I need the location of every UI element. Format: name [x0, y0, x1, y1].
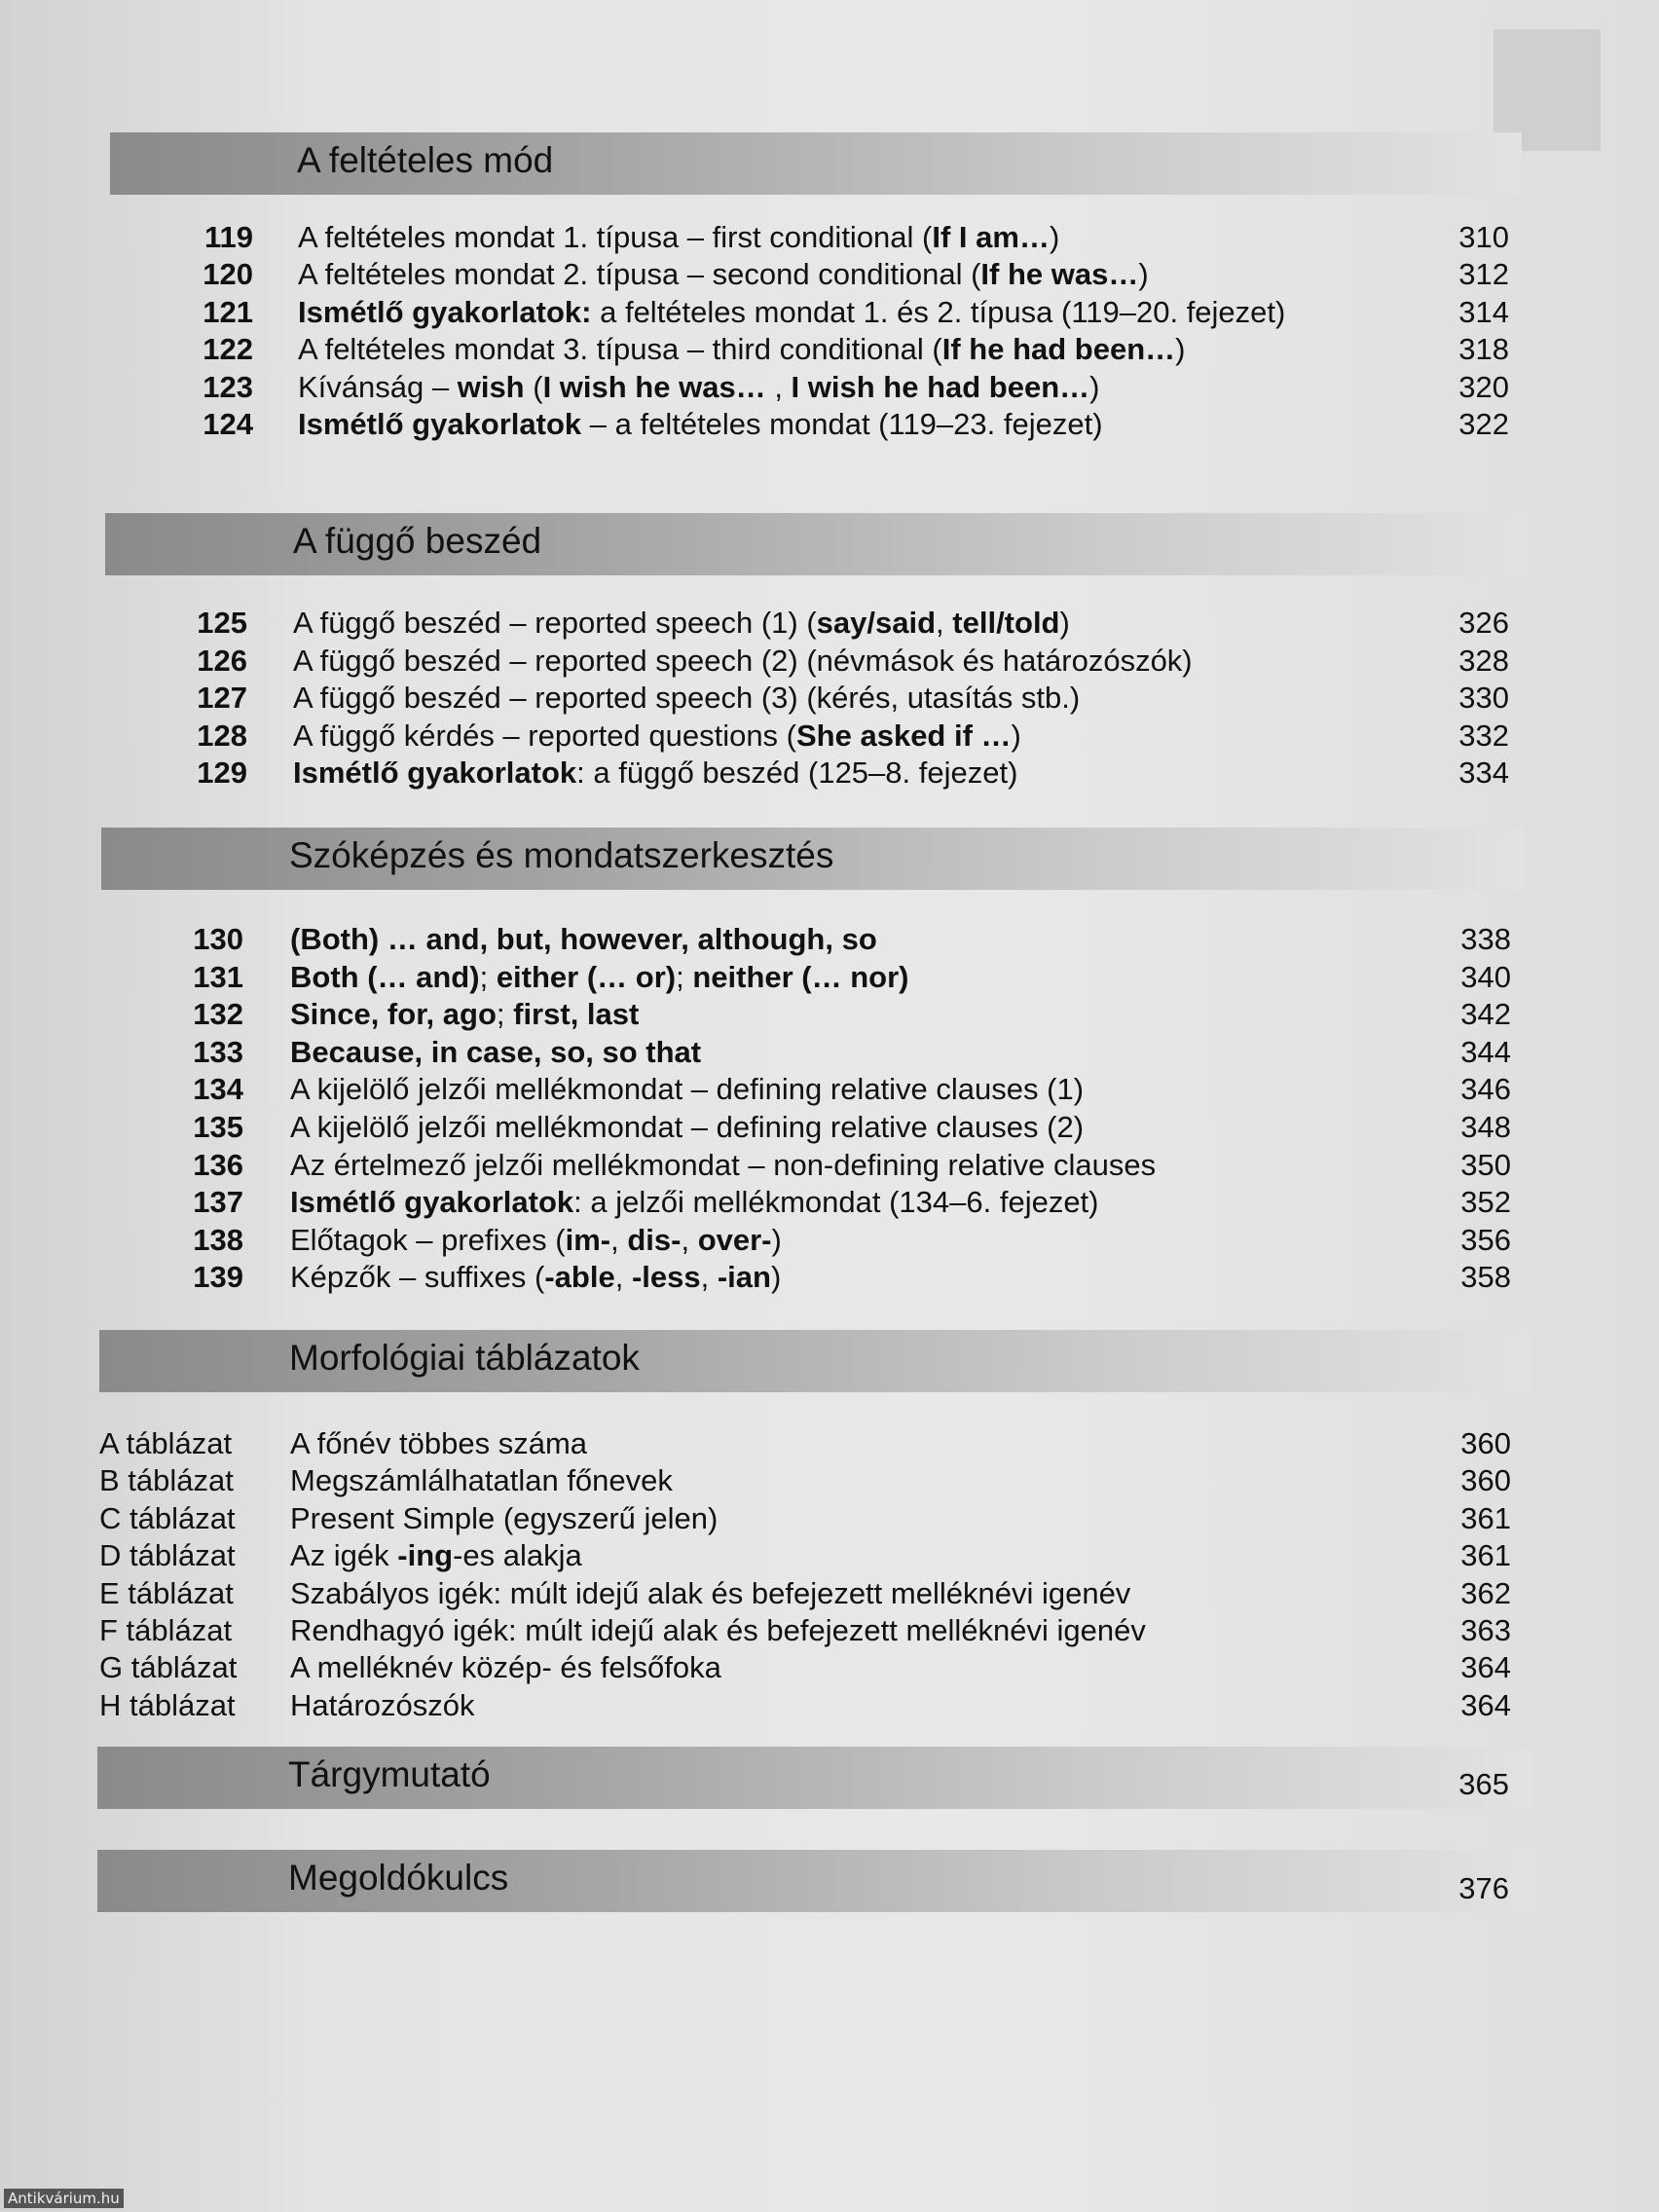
table-label: H táblázat: [99, 1688, 236, 1722]
chapter-title: [290, 1223, 782, 1258]
title-segment: -es alakja: [453, 1538, 582, 1572]
table-label: C táblázat: [99, 1501, 236, 1535]
title-bold-segment: I wish he was…: [542, 370, 775, 404]
title-segment: ,: [614, 1260, 632, 1294]
table-label: A táblázat: [99, 1426, 233, 1460]
table-label: F táblázat: [99, 1613, 233, 1647]
title-segment: : a függő beszéd (125–8. fejezet): [576, 756, 1018, 790]
page-number: 318: [1458, 332, 1509, 366]
chapter-title: [298, 220, 1059, 255]
table-label: E táblázat: [99, 1576, 234, 1610]
title-segment: ): [1011, 719, 1021, 753]
page-number: 365: [1458, 1767, 1509, 1801]
section-title: Morfológiai táblázatok: [289, 1338, 640, 1378]
title-segment: a feltételes mondat 1. és 2. típusa (119–20. fejezet): [591, 295, 1286, 329]
chapter-number: 124: [203, 407, 253, 441]
chapter-title: [290, 1426, 587, 1461]
chapter-title: [293, 756, 1017, 791]
toc-entry: [0, 719, 1659, 754]
page-number: 364: [1460, 1688, 1511, 1722]
title-bold-segment: Since, for, ago: [290, 997, 497, 1031]
title-bold-segment: Because, in case, so, so that: [290, 1035, 702, 1069]
chapter-number: 137: [193, 1185, 243, 1219]
chapter-number: 126: [197, 644, 247, 678]
chapter-number: 121: [203, 295, 253, 329]
page-number: 350: [1460, 1148, 1511, 1182]
chapter-number: 134: [193, 1072, 243, 1106]
section-header-conditional: [110, 132, 1522, 195]
section-title: A feltételes mód: [297, 140, 554, 180]
page-number: 328: [1458, 644, 1509, 678]
title-segment: A függő beszéd – reported speech (2) (névmások és határozószók): [293, 644, 1193, 678]
table-label: B táblázat: [99, 1463, 234, 1497]
title-bold-segment: Ismétlő gyakorlatok: [293, 756, 577, 790]
toc-entry: [0, 407, 1659, 442]
section-header-answer-key: [97, 1850, 1536, 1912]
title-segment: Az igék: [290, 1538, 398, 1572]
section-header-morphology-tables: [99, 1330, 1530, 1392]
page-number: 360: [1460, 1463, 1511, 1497]
title-segment: A kijelölő jelzői mellékmondat – defining relative clauses (1): [290, 1072, 1085, 1106]
chapter-title: [293, 606, 1070, 641]
toc-entry: [0, 1223, 1659, 1258]
title-segment: Határozószók: [290, 1688, 475, 1722]
page-number: 363: [1460, 1613, 1511, 1647]
page-number: 364: [1460, 1650, 1511, 1684]
title-bold-segment: I wish he had been…: [791, 370, 1090, 404]
chapter-title: [298, 257, 1149, 292]
title-segment: A főnév többes száma: [290, 1426, 588, 1460]
title-segment: ,: [681, 1223, 698, 1257]
chapter-number: 120: [203, 257, 253, 291]
toc-entry: [0, 257, 1659, 292]
chapter-title: [298, 407, 1103, 442]
section-title: Megoldókulcs: [288, 1858, 509, 1898]
toc-entry: [0, 1501, 1659, 1536]
chapter-number: 123: [203, 370, 253, 404]
chapter-number: 131: [193, 960, 243, 994]
title-segment: A feltételes mondat 2. típusa – second conditional (: [298, 257, 981, 291]
title-bold-segment: She asked if …: [796, 719, 1012, 753]
title-segment: ,: [936, 606, 953, 640]
title-segment: Megszámlálhatatlan főnevek: [290, 1463, 673, 1497]
title-bold-segment: If he was…: [980, 257, 1139, 291]
page-number: 361: [1460, 1501, 1511, 1535]
chapter-number: 132: [193, 997, 243, 1031]
title-bold-segment: either (… or): [496, 960, 677, 994]
page-number: 334: [1458, 756, 1509, 790]
toc-entry: [0, 1613, 1659, 1648]
page-number: 342: [1460, 997, 1511, 1031]
title-segment: Képzők – suffixes (: [290, 1260, 545, 1294]
section-title: Szóképzés és mondatszerkesztés: [289, 835, 834, 875]
toc-entry: [0, 1538, 1659, 1573]
section-title: A függő beszéd: [293, 521, 542, 561]
title-segment: Present Simple (egyszerű jelen): [290, 1501, 719, 1535]
title-segment: Rendhagyó igék: múlt idejű alak és befejezett melléknévi igenév: [290, 1613, 1146, 1647]
chapter-title: [290, 1576, 1130, 1611]
page-number: 356: [1460, 1223, 1511, 1257]
title-segment: ): [1059, 606, 1070, 640]
toc-entry: [0, 370, 1659, 405]
chapter-number: 122: [203, 332, 253, 366]
page-number: 340: [1460, 960, 1511, 994]
title-bold-segment: If he had been…: [941, 332, 1176, 366]
title-segment: A feltételes mondat 1. típusa – first conditional (: [298, 220, 933, 254]
toc-entry: [0, 1035, 1659, 1070]
title-segment: Kívánság –: [298, 370, 458, 404]
chapter-title: [290, 1035, 701, 1070]
page-number: 346: [1460, 1072, 1511, 1106]
page-number: 362: [1460, 1576, 1511, 1610]
chapter-title: [290, 997, 639, 1032]
title-segment: A feltételes mondat 3. típusa – third conditional (: [298, 332, 942, 366]
title-segment: : a jelzői mellékmondat (134–6. fejezet): [573, 1185, 1099, 1219]
title-bold-segment: -ian: [717, 1260, 771, 1294]
page-number: 312: [1458, 257, 1509, 291]
title-segment: ): [1089, 370, 1100, 404]
page-number: 358: [1460, 1260, 1511, 1294]
chapter-title: [290, 1110, 1084, 1145]
title-segment: A függő beszéd – reported speech (1) (: [293, 606, 817, 640]
page-number: 310: [1458, 220, 1509, 254]
title-segment: ;: [676, 960, 693, 994]
title-bold-segment: say/said: [816, 606, 937, 640]
section-header-reported-speech: [105, 513, 1527, 575]
chapter-title: [290, 922, 877, 957]
toc-entry: [0, 1688, 1659, 1723]
chapter-number: 128: [197, 719, 247, 753]
chapter-number: 129: [197, 756, 247, 790]
chapter-title: [293, 681, 1080, 716]
toc-entry: [0, 1576, 1659, 1611]
watermark: Antikvárium.hu: [4, 2189, 124, 2208]
title-bold-segment: neither (… nor): [692, 960, 909, 994]
toc-entry: [0, 1463, 1659, 1498]
toc-entry: [0, 1110, 1659, 1145]
title-bold-segment: tell/told: [952, 606, 1060, 640]
page-number: 322: [1458, 407, 1509, 441]
title-segment: A függő kérdés – reported questions (: [293, 719, 796, 753]
title-bold-segment: over-: [697, 1223, 772, 1257]
toc-entry: [0, 220, 1659, 255]
chapter-number: 125: [197, 606, 247, 640]
page-number: 320: [1458, 370, 1509, 404]
page-number: 314: [1458, 295, 1509, 329]
title-bold-segment: first, last: [513, 997, 640, 1031]
page-number: 376: [1458, 1871, 1509, 1905]
toc-entry: [0, 1650, 1659, 1685]
toc-entry: [0, 756, 1659, 791]
toc-entry: [0, 922, 1659, 957]
section-header-word-formation: [101, 828, 1525, 890]
title-segment: ): [1138, 257, 1149, 291]
title-bold-segment: -able: [544, 1260, 615, 1294]
title-segment: ): [1049, 220, 1060, 254]
title-segment: A kijelölő jelzői mellékmondat – defining relative clauses (2): [290, 1110, 1085, 1144]
title-segment: (: [524, 370, 543, 404]
chapter-title: [293, 719, 1021, 754]
table-label: D táblázat: [99, 1538, 236, 1572]
title-segment: Az értelmező jelzői mellékmondat – non-defining relative clauses: [290, 1148, 1157, 1182]
chapter-title: [290, 1185, 1099, 1220]
chapter-title: [290, 1501, 718, 1536]
title-segment: ): [770, 1260, 782, 1294]
chapter-title: [290, 960, 909, 995]
title-segment: – a feltételes mondat (119–23. fejezet): [581, 407, 1103, 441]
toc-entry: [0, 1072, 1659, 1107]
page-number: 348: [1460, 1110, 1511, 1144]
title-bold-segment: If I am…: [932, 220, 1050, 254]
toc-entry: [0, 681, 1659, 716]
title-segment: ): [771, 1223, 782, 1257]
toc-entry: [0, 1148, 1659, 1183]
title-segment: Szabályos igék: múlt idejű alak és befejezett melléknévi igenév: [290, 1576, 1131, 1610]
title-bold-segment: wish: [457, 370, 525, 404]
page-number: 326: [1458, 606, 1509, 640]
toc-entry: [0, 1260, 1659, 1295]
page-number: 332: [1458, 719, 1509, 753]
chapter-title: [290, 1688, 475, 1723]
toc-entry: [0, 606, 1659, 641]
chapter-number: 135: [193, 1110, 243, 1144]
chapter-title: [290, 1463, 673, 1498]
title-segment: A függő beszéd – reported speech (3) (kérés, utasítás stb.): [293, 681, 1081, 715]
toc-entry: [0, 644, 1659, 679]
chapter-title: [298, 295, 1285, 330]
title-bold-segment: Ismétlő gyakorlatok:: [298, 295, 592, 329]
toc-entry: [0, 1426, 1659, 1461]
table-label: G táblázat: [99, 1650, 238, 1684]
toc-entry: [0, 332, 1659, 367]
page-number: 330: [1458, 681, 1509, 715]
toc-entry: [0, 960, 1659, 995]
chapter-number: 133: [193, 1035, 243, 1069]
title-segment: ): [1175, 332, 1186, 366]
chapter-title: [298, 370, 1099, 405]
toc-entry: [0, 1185, 1659, 1220]
toc-entry: [0, 295, 1659, 330]
title-segment: ;: [479, 960, 497, 994]
chapter-title: [290, 1613, 1146, 1648]
chapter-number: 130: [193, 922, 243, 956]
title-bold-segment: Both (… and): [290, 960, 480, 994]
title-segment: A melléknév közép- és felsőfoka: [290, 1650, 721, 1684]
section-title: Tárgymutató: [288, 1754, 491, 1794]
title-bold-segment: -less: [631, 1260, 701, 1294]
title-bold-segment: (Both) … and, but, however, although, so: [290, 922, 877, 956]
chapter-title: [290, 1260, 781, 1295]
chapter-title: [290, 1072, 1084, 1107]
section-header-index: [97, 1747, 1533, 1809]
chapter-title: [290, 1148, 1156, 1183]
page-number: 361: [1460, 1538, 1511, 1572]
title-bold-segment: Ismétlő gyakorlatok: [298, 407, 582, 441]
page-number: 344: [1460, 1035, 1511, 1069]
chapter-number: 136: [193, 1148, 243, 1182]
page-number: 352: [1460, 1185, 1511, 1219]
title-segment: ;: [496, 997, 514, 1031]
chapter-title: [293, 644, 1193, 679]
chapter-number: 119: [203, 220, 253, 254]
title-segment: ,: [774, 370, 792, 404]
chapter-title: [290, 1650, 721, 1685]
title-bold-segment: im-: [565, 1223, 611, 1257]
title-segment: Előtagok – prefixes (: [290, 1223, 566, 1257]
chapter-number: 127: [197, 681, 247, 715]
chapter-title: [298, 332, 1185, 367]
chapter-number: 139: [193, 1260, 243, 1294]
toc-entry: [0, 997, 1659, 1032]
chapter-number: 138: [193, 1223, 243, 1257]
page-number: 338: [1460, 922, 1511, 956]
title-segment: ,: [610, 1223, 628, 1257]
page-number: 360: [1460, 1426, 1511, 1460]
title-bold-segment: -ing: [397, 1538, 454, 1572]
chapter-title: [290, 1538, 582, 1573]
title-segment: ,: [700, 1260, 718, 1294]
title-bold-segment: dis-: [627, 1223, 682, 1257]
title-bold-segment: Ismétlő gyakorlatok: [290, 1185, 574, 1219]
